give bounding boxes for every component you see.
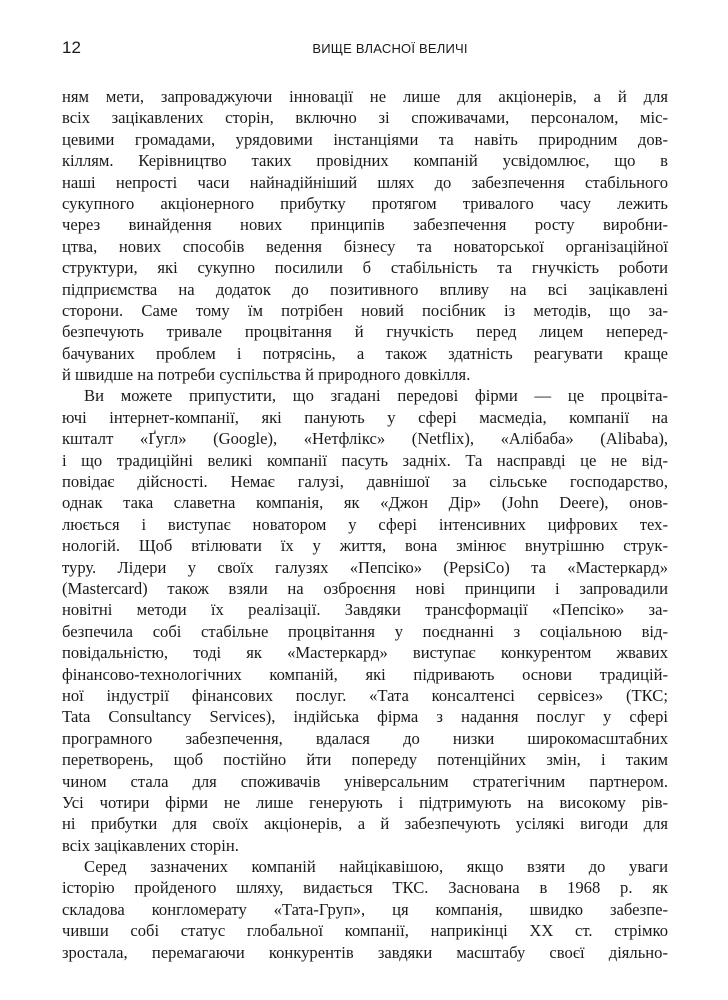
text-line: повідає дійсності. Немає галузі, давнішої за сільське господарство, xyxy=(62,472,668,492)
text-line: складова конгломерату «Тата-Груп», ця компанія, швидко забезпе- xyxy=(62,899,668,919)
body-text xyxy=(62,86,668,963)
text-line: ної індустрії фінансових послуг. «Тата консалтенсі сервісез» (ТКС; xyxy=(62,685,668,705)
book-title: ВИЩЕ ВЛАСНОЇ ВЕЛИЧІ xyxy=(312,41,468,56)
paragraph xyxy=(62,86,668,385)
text-line: (Mastercard) також взяли на озброєння нові принципи і запровадили xyxy=(62,578,668,598)
text-line: через винайдення нових принципів забезпечення росту виробни- xyxy=(62,215,668,235)
text-line: Ви можете припустити, що згадані передові фірми — це процвіта- xyxy=(84,386,668,406)
text-line: перетворень, щоб постійно йти попереду потенційних змін, і таким xyxy=(62,750,668,770)
text-line: нологій. Щоб втілювати їх у життя, вона змінює внутрішню струк- xyxy=(62,536,668,556)
text-line: всіх зацікавлених сторін, включно зі споживачами, персоналом, міс- xyxy=(62,108,668,128)
text-line: безпечила собі стабільне процвітання у поєднанні з соціальною від- xyxy=(62,621,668,641)
text-line: новітні методи їх реалізації. Завдяки трансформації «Пепсіко» за- xyxy=(62,600,668,620)
text-line: і що традиційні великі компанії пасуть задніх. Та насправді це не від- xyxy=(62,450,668,470)
text-line: підприємства на додаток до позитивного впливу на всі зацікавлені xyxy=(62,279,668,299)
text-line: кіллям. Керівництво таких провідних компаній усвідомлює, що в xyxy=(62,151,668,171)
text-line: туру. Лідери у своїх галузях «Пепсіко» (PepsiCo) та «Мастеркард» xyxy=(62,557,668,577)
text-line: бачуваних проблем і потрясінь, а також здатність реагувати краще xyxy=(62,343,668,363)
text-line: Усі чотири фірми не лише генерують і підтримують на високому рів- xyxy=(62,792,668,812)
text-line: Серед зазначених компаній найцікавішою, якщо взяти до уваги xyxy=(84,857,668,877)
text-line: чином стала для споживачів універсальним стратегічним партнером. xyxy=(62,771,668,791)
text-line: історію пройденого шляху, видається ТКС. Заснована в 1968 р. як xyxy=(62,878,668,898)
text-line: кшталт «Ґугл» (Google), «Нетфлікс» (Netflix), «Алібаба» (Alibaba), xyxy=(62,429,668,449)
text-line: ням мети, запроваджуючи інновації не лише для акціонерів, а й для xyxy=(62,87,668,106)
text-line: цтва, нових способів ведення бізнесу та новаторської організаційної xyxy=(62,236,668,256)
text-line: всіх зацікавлених сторін. xyxy=(62,835,239,855)
text-line: програмного забезпечення, вдалася до низки широкомасштабних xyxy=(62,728,668,748)
paragraph xyxy=(62,385,668,856)
text-line: наші непрості часи найнадійніший шлях до забезпечення стабільного xyxy=(62,172,668,192)
text-line: сукупного акціонерного прибутку протягом тривалого часу лежить xyxy=(62,193,668,213)
text-line: структури, які сукупно посилили б стабільність та гнучкість роботи xyxy=(62,258,668,278)
text-line: ні прибутки для своїх акціонерів, а й забезпечують усілякі вигоди для xyxy=(62,814,668,834)
text-line: ючі інтернет-компанії, які панують у сфері масмедіа, компанії на xyxy=(62,407,668,427)
page-number: 12 xyxy=(62,38,81,57)
text-line: сторони. Саме тому їм потрібен новий посібник із методів, що за- xyxy=(62,300,668,320)
running-head xyxy=(62,38,668,62)
text-line: чивши собі статус глобальної компанії, наприкінці XX ст. стрімко xyxy=(62,921,668,941)
paragraph xyxy=(62,856,668,963)
text-line: безпечують тривале процвітання й гнучкість перед лицем неперед- xyxy=(62,322,668,342)
text-line: зростала, перемагаючи конкурентів завдяки масштабу своєї діяльно- xyxy=(62,942,668,962)
text-line: цевими громадами, урядовими інстанціями та навіть природним дов- xyxy=(62,129,668,149)
text-line: люється і виступає новатором у сфері інтенсивних цифрових тех- xyxy=(62,514,668,534)
text-line: й швидше на потреби суспільства й природного довкілля. xyxy=(62,365,471,385)
text-line: повідальністю, тоді як «Мастеркард» виступає конкурентом жвавих xyxy=(62,643,668,663)
text-line: Tata Consultancy Services), індійська фірма з надання послуг у сфері xyxy=(62,707,668,727)
text-line: фінансово-технологічних компаній, які підривають основи традицій- xyxy=(62,664,668,684)
text-line: однак така славетна компанія, як «Джон Дір» (John Deere), онов- xyxy=(62,493,668,513)
